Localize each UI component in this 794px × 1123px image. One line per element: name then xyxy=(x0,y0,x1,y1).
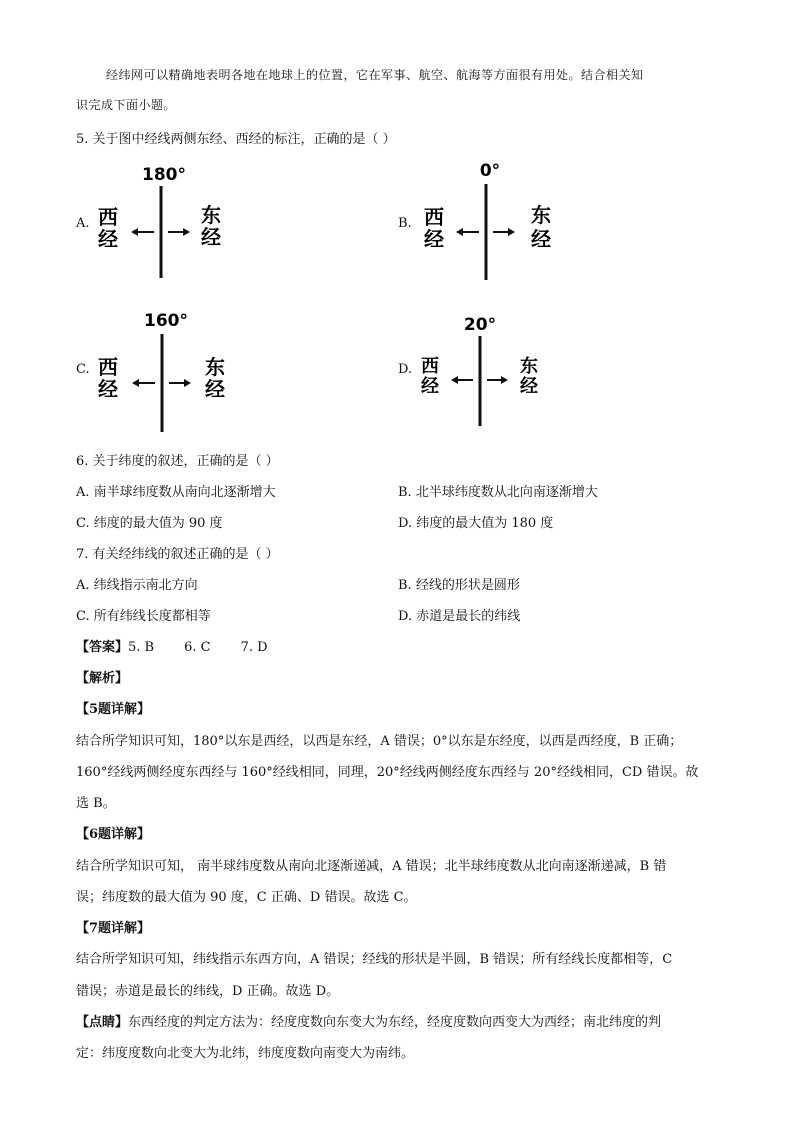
east-char-bottom: 经 xyxy=(520,376,538,397)
east-char-bottom: 经 xyxy=(205,377,225,401)
west-char-bottom: 经 xyxy=(98,227,118,251)
meridian-degree-label: 180° xyxy=(142,165,186,185)
east-arrow-head xyxy=(501,376,508,384)
question-7-option-a: A. 纬线指示南北方向 xyxy=(76,578,198,593)
answer-6: 6. C xyxy=(184,640,211,655)
tip-line-1 xyxy=(76,1011,661,1030)
west-char-top: 西 xyxy=(98,355,118,379)
figure-option-b xyxy=(398,152,558,287)
tip-line-2: 定：纬度度数向北变大为北纬，纬度度数向南变大为南纬。 xyxy=(76,1046,415,1061)
east-char-top: 东 xyxy=(531,203,551,227)
question-5-stem: 5. 关于图中经线两侧东经、西经的标注，正确的是（ ） xyxy=(76,132,396,147)
west-arrow-head xyxy=(451,376,458,384)
question-6-option-b: B. 北半球纬度数从北向南逐渐增大 xyxy=(398,485,598,500)
west-char-bottom: 经 xyxy=(98,377,118,401)
west-char-top: 西 xyxy=(98,205,118,229)
tip-label: 【点睛】 xyxy=(76,1015,129,1030)
meridian-degree-label: 160° xyxy=(144,311,188,331)
question-7-option-c: C. 所有纬线长度都相等 xyxy=(76,609,211,624)
west-char-bottom: 经 xyxy=(421,376,439,397)
question-7-stem: 7. 有关经纬线的叙述正确的是（ ） xyxy=(76,547,279,562)
detail-5-line-3: 选 B。 xyxy=(76,796,116,811)
question-7-option-d: D. 赤道是最长的纬线 xyxy=(398,609,521,624)
detail-7-line-1: 结合所学知识可知，纬线指示东西方向，A 错误；经线的形状是半圆，B 错误；所有经线长度都相等，C xyxy=(76,952,673,967)
east-char-top: 东 xyxy=(201,203,221,227)
detail-7-title: 【7题详解】 xyxy=(76,921,151,936)
answer-row xyxy=(76,636,268,655)
meridian-diagram-d xyxy=(398,310,558,428)
west-arrow-head xyxy=(131,228,138,236)
west-arrow-head xyxy=(132,379,139,387)
detail-6-line-2: 误；纬度数的最大值为 90 度，C 正确、D 错误。故选 C。 xyxy=(76,890,417,905)
detail-5-line-1: 结合所学知识可知，180°以东是西经，以西是东经，A 错误；0°以东是东经度，以西是西经度，B 正确； xyxy=(76,734,683,749)
detail-5-title: 【5题详解】 xyxy=(76,702,151,717)
east-arrow-head xyxy=(183,228,190,236)
meridian-diagram-b xyxy=(398,152,558,287)
east-char-top: 东 xyxy=(205,355,225,379)
option-b-letter: B. xyxy=(398,216,412,231)
intro-line-1: 经纬网可以精确地表明各地在地球上的位置，它在军事、航空、航海等方面很有用处。结合相关知 xyxy=(106,68,644,82)
option-d-letter: D. xyxy=(398,362,413,377)
answer-5: 5. B xyxy=(128,640,155,655)
answer-7: 7. D xyxy=(240,640,268,655)
west-char-top: 西 xyxy=(421,356,439,377)
west-char-top: 西 xyxy=(424,205,444,229)
question-7-option-b: B. 经线的形状是圆形 xyxy=(398,578,520,593)
intro-line-2: 识完成下面小题。 xyxy=(76,98,177,112)
question-6-option-c: C. 纬度的最大值为 90 度 xyxy=(76,516,223,531)
west-char-bottom: 经 xyxy=(424,227,444,251)
figure-option-c xyxy=(76,304,236,436)
east-arrow-head xyxy=(508,228,515,236)
meridian-degree-label: 0° xyxy=(479,161,501,181)
figure-option-d xyxy=(398,310,558,428)
east-char-top: 东 xyxy=(520,356,538,377)
detail-7-line-2: 错误；赤道是最长的纬线，D 正确。故选 D。 xyxy=(76,984,340,999)
west-arrow-head xyxy=(456,228,463,236)
question-6-option-d: D. 纬度的最大值为 180 度 xyxy=(398,516,554,531)
east-arrow-head xyxy=(184,379,191,387)
meridian-diagram-c xyxy=(76,304,236,436)
detail-6-title: 【6题详解】 xyxy=(76,827,151,842)
figure-option-a xyxy=(76,158,236,283)
question-6-stem: 6. 关于纬度的叙述，正确的是（ ） xyxy=(76,454,279,469)
detail-6-line-1: 结合所学知识可知， 南半球纬度数从南向北逐渐递减，A 错误；北半球纬度数从北向南逐渐递减，B 错 xyxy=(76,859,667,874)
tip-text-1: 东西经度的判定方法为：经度度数向东变大为东经，经度度数向西变大为西经；南北纬度的判 xyxy=(128,1015,662,1030)
meridian-degree-label: 20° xyxy=(463,315,497,335)
meridian-diagram-a xyxy=(76,158,236,283)
answer-label: 【答案】 xyxy=(76,640,129,655)
east-char-bottom: 经 xyxy=(531,227,551,251)
option-c-letter: C. xyxy=(76,362,90,377)
option-a-letter: A. xyxy=(76,216,90,231)
east-char-bottom: 经 xyxy=(201,225,221,249)
question-6-option-a: A. 南半球纬度数从南向北逐渐增大 xyxy=(76,485,276,500)
detail-5-line-2: 160°经线两侧经度东西经与 160°经线相同，同理，20°经线两侧经度东西经与 20°经线相同，CD 错误。故 xyxy=(76,765,699,780)
analysis-label: 【解析】 xyxy=(76,671,129,686)
